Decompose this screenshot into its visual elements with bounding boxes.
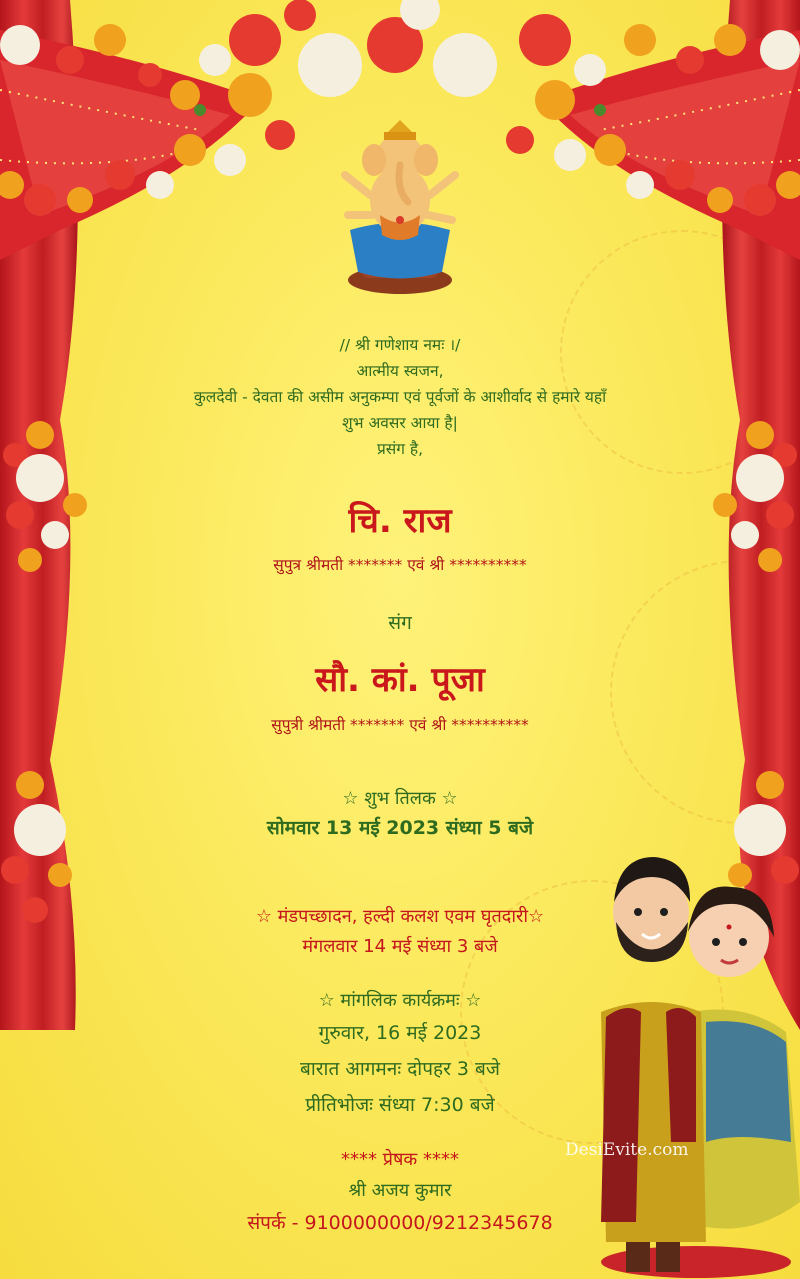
event-mangalik-date: गुरुवार, 16 मई 2023 (318, 1022, 482, 1044)
intro-block (0, 332, 800, 462)
event-tilak-title: ☆ शुभ तिलक ☆ (342, 788, 458, 809)
sender-title: **** प्रेषक **** (341, 1149, 459, 1170)
event-baraat-time: बारात आगमनः दोपहर 3 बजे (299, 1058, 500, 1080)
invocation-text: // श्री गणेशाय नमः ।/ (339, 336, 461, 354)
event-reception-time: प्रीतिभोजः संध्या 7:30 बजे (305, 1094, 495, 1116)
watermark-text: DesiEvite.com (565, 1140, 689, 1160)
intro-line-1: कुलदेवी - देवता की असीम अनुकम्पा एवं पूर्वजों के आशीर्वाद से हमारे यहाँ (193, 388, 607, 406)
event-tilak (0, 785, 800, 843)
event-haldi-title: ☆ मंडपच्छादन, हल्दी कलश एवम घृतदारी☆ (255, 906, 545, 927)
sender-name: श्री अजय कुमार (348, 1180, 452, 1201)
intro-line-2: शुभ अवसर आया है| (342, 414, 458, 432)
sender-contact: संपर्क - 9100000000/9212345678 (247, 1212, 553, 1234)
with-word: संग (388, 612, 412, 634)
groom-name: चि. राज (348, 501, 452, 541)
bride-name: सौ. कां. पूजा (315, 660, 485, 700)
ganesha-illustration (330, 120, 470, 300)
couple-illustration (596, 842, 800, 1279)
greeting-text: आत्मीय स्वजन, (356, 362, 444, 380)
event-haldi-date: मंगलवार 14 मई संध्या 3 बजे (302, 936, 498, 957)
event-tilak-date: सोमवार 13 मई 2023 संध्या 5 बजे (266, 817, 534, 839)
groom-parents: सुपुत्र श्रीमती ******* एवं श्री ********** (273, 556, 527, 574)
occasion-text: प्रसंग है, (376, 440, 424, 458)
event-mangalik-title: ☆ मांगलिक कार्यक्रमः ☆ (318, 990, 482, 1011)
bride-parents: सुपुत्री श्रीमती ******* एवं श्री ********** (271, 716, 529, 734)
